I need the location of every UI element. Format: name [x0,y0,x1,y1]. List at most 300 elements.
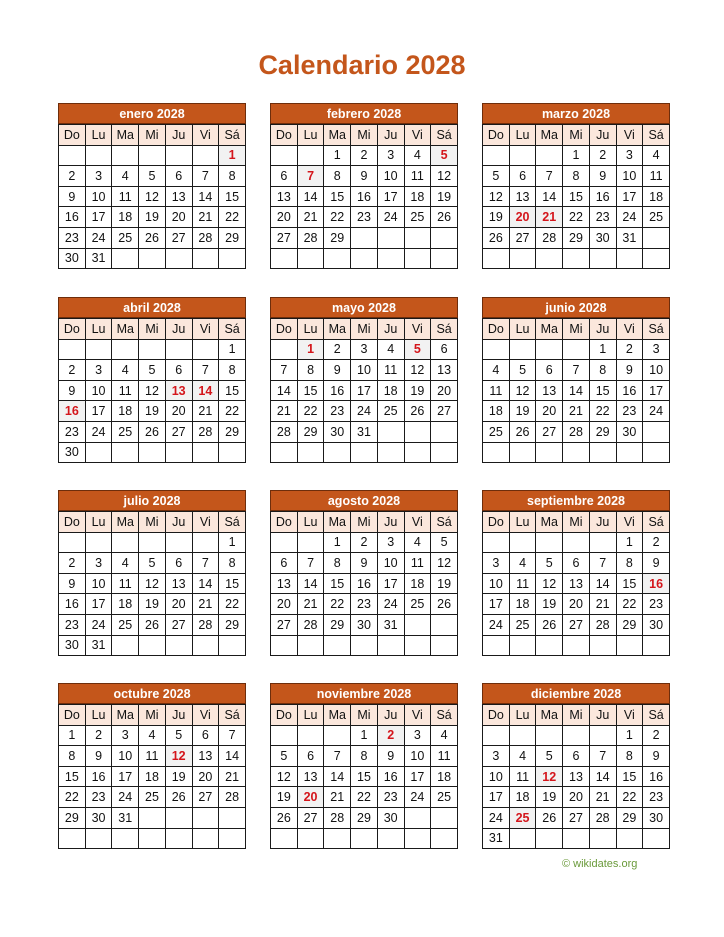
week-row [483,725,670,746]
day-cell: 3 [643,339,670,360]
week-row [271,227,458,248]
week-row [59,828,246,849]
day-cell: 27 [536,421,563,442]
day-cell: 18 [139,766,166,787]
day-cell: 5 [536,746,563,767]
empty-cell [404,807,431,828]
empty-cell [219,635,246,656]
day-cell: 10 [404,746,431,767]
week-row [483,145,670,166]
empty-cell [589,532,616,553]
day-cell: 25 [509,614,536,635]
holiday-cell: 12 [165,746,192,767]
week-row [483,248,670,269]
weekday-label: Vi [192,705,219,726]
day-cell: 14 [219,746,246,767]
day-cell: 18 [404,186,431,207]
empty-cell [563,339,590,360]
weekday-label: Ju [377,512,404,533]
month-title: junio 2028 [482,297,670,318]
day-cell: 16 [85,766,112,787]
empty-cell [165,635,192,656]
week-row [271,553,458,574]
page-title: Calendario 2028 [258,50,466,80]
day-cell: 11 [483,380,510,401]
empty-cell [377,442,404,463]
day-cell: 13 [431,360,458,381]
day-cell: 18 [509,787,536,808]
day-cell: 26 [483,227,510,248]
day-cell: 1 [219,339,246,360]
weekday-header-row [59,512,246,533]
empty-cell [165,248,192,269]
day-cell: 7 [192,360,219,381]
day-cell: 7 [271,360,298,381]
day-cell: 30 [643,614,670,635]
day-cell: 11 [431,746,458,767]
empty-cell [643,421,670,442]
day-cell: 16 [643,766,670,787]
empty-cell [112,145,139,166]
empty-cell [431,442,458,463]
week-row [59,614,246,635]
empty-cell [271,248,298,269]
weekday-label: Ma [324,125,351,146]
weekday-label: Mi [351,705,378,726]
day-cell: 4 [112,360,139,381]
day-cell: 30 [324,421,351,442]
day-cell: 31 [85,248,112,269]
week-row [271,145,458,166]
weekday-label: Sá [431,319,458,340]
day-cell: 21 [192,401,219,422]
month-calendar [482,103,670,269]
day-cell: 9 [59,186,86,207]
day-cell: 2 [59,360,86,381]
day-cell: 7 [192,166,219,187]
day-cell: 11 [404,166,431,187]
day-cell: 25 [404,594,431,615]
weekday-label: Mi [563,125,590,146]
week-row [59,339,246,360]
day-cell: 4 [112,166,139,187]
day-cell: 10 [616,166,643,187]
week-row [59,166,246,187]
week-row [271,635,458,656]
day-cell: 1 [59,725,86,746]
day-cell: 13 [165,573,192,594]
holiday-cell: 20 [509,207,536,228]
day-cell: 29 [297,421,324,442]
day-cell: 22 [324,594,351,615]
day-cell: 23 [589,207,616,228]
day-cell: 2 [59,553,86,574]
day-cell: 19 [404,380,431,401]
day-cell: 13 [536,380,563,401]
holiday-cell: 1 [219,145,246,166]
day-cell: 20 [165,594,192,615]
week-row [483,828,670,849]
empty-cell [351,442,378,463]
empty-cell [59,532,86,553]
day-cell: 29 [219,227,246,248]
day-cell: 22 [219,207,246,228]
day-cell: 8 [563,166,590,187]
week-row [483,186,670,207]
day-cell: 31 [112,807,139,828]
day-cell: 13 [297,766,324,787]
day-cell: 7 [536,166,563,187]
holiday-cell: 1 [297,339,324,360]
weekday-label: Lu [297,125,324,146]
weekday-label: Ma [536,125,563,146]
weekday-header-row [483,512,670,533]
empty-cell [643,828,670,849]
weekday-label: Mi [563,705,590,726]
weekday-label: Mi [139,512,166,533]
day-cell: 6 [509,166,536,187]
day-cell: 16 [351,573,378,594]
day-cell: 27 [165,421,192,442]
day-cell: 2 [85,725,112,746]
empty-cell [112,635,139,656]
day-cell: 8 [297,360,324,381]
weekday-label: Mi [139,705,166,726]
day-cell: 20 [165,207,192,228]
day-cell: 1 [351,725,378,746]
week-row [483,401,670,422]
month-title: septiembre 2028 [482,490,670,511]
day-cell: 12 [139,573,166,594]
month-title: abril 2028 [58,297,246,318]
month-title: noviembre 2028 [270,683,458,704]
weekday-label: Ju [377,705,404,726]
day-cell: 10 [643,360,670,381]
day-cell: 3 [404,725,431,746]
day-cell: 19 [271,787,298,808]
empty-cell [139,635,166,656]
month-table [482,511,670,656]
day-cell: 29 [219,614,246,635]
empty-cell [59,145,86,166]
empty-cell [165,807,192,828]
empty-cell [616,442,643,463]
day-cell: 17 [85,594,112,615]
empty-cell [165,145,192,166]
day-cell: 7 [324,746,351,767]
day-cell: 16 [59,207,86,228]
day-cell: 6 [431,339,458,360]
week-row [483,421,670,442]
day-cell: 15 [219,380,246,401]
empty-cell [165,442,192,463]
day-cell: 5 [536,553,563,574]
day-cell: 6 [536,360,563,381]
weekday-label: Do [483,319,510,340]
day-cell: 6 [297,746,324,767]
week-row [59,227,246,248]
day-cell: 6 [563,746,590,767]
day-cell: 4 [377,339,404,360]
week-row [483,766,670,787]
day-cell: 12 [431,553,458,574]
month-table [58,511,246,656]
week-row [271,207,458,228]
day-cell: 17 [483,787,510,808]
week-row [271,339,458,360]
day-cell: 16 [589,186,616,207]
day-cell: 21 [324,787,351,808]
day-cell: 27 [563,614,590,635]
month-table [270,318,458,463]
day-cell: 20 [271,594,298,615]
weekday-label: Sá [431,705,458,726]
day-cell: 17 [351,380,378,401]
day-cell: 28 [271,421,298,442]
day-cell: 21 [589,594,616,615]
day-cell: 7 [297,553,324,574]
holiday-cell: 12 [536,766,563,787]
day-cell: 28 [192,614,219,635]
day-cell: 30 [377,807,404,828]
weekday-label: Ma [324,512,351,533]
day-cell: 13 [271,573,298,594]
day-cell: 22 [219,594,246,615]
weekday-label: Sá [643,125,670,146]
week-row [271,787,458,808]
weekday-label: Vi [192,512,219,533]
day-cell: 24 [377,594,404,615]
day-cell: 4 [509,553,536,574]
week-row [59,532,246,553]
day-cell: 23 [377,787,404,808]
week-row [59,207,246,228]
day-cell: 8 [616,746,643,767]
day-cell: 18 [112,207,139,228]
day-cell: 9 [85,746,112,767]
weekday-label: Do [271,512,298,533]
week-row [59,360,246,381]
day-cell: 23 [643,787,670,808]
month-title: julio 2028 [58,490,246,511]
weekday-label: Sá [219,512,246,533]
week-row [483,746,670,767]
day-cell: 1 [589,339,616,360]
holiday-cell: 16 [59,401,86,422]
day-cell: 14 [536,186,563,207]
week-row [59,807,246,828]
empty-cell [324,725,351,746]
weekday-label: Ju [377,319,404,340]
day-cell: 10 [85,186,112,207]
weekday-label: Do [59,705,86,726]
day-cell: 30 [85,807,112,828]
day-cell: 9 [643,746,670,767]
day-cell: 29 [59,807,86,828]
week-row [483,380,670,401]
day-cell: 2 [616,339,643,360]
day-cell: 20 [431,380,458,401]
day-cell: 2 [351,145,378,166]
day-cell: 6 [563,553,590,574]
day-cell: 2 [351,532,378,553]
empty-cell [139,339,166,360]
empty-cell [85,442,112,463]
weekday-header-row [483,125,670,146]
day-cell: 23 [616,401,643,422]
month-table [482,318,670,463]
empty-cell [563,635,590,656]
empty-cell [536,339,563,360]
day-cell: 22 [616,594,643,615]
empty-cell [483,635,510,656]
day-cell: 9 [351,553,378,574]
empty-cell [509,442,536,463]
weekday-label: Do [483,512,510,533]
empty-cell [139,532,166,553]
empty-cell [509,248,536,269]
holiday-cell: 16 [643,573,670,594]
weekday-header-row [483,319,670,340]
empty-cell [271,442,298,463]
empty-cell [509,635,536,656]
day-cell: 12 [431,166,458,187]
day-cell: 4 [483,360,510,381]
month-table [270,704,458,849]
day-cell: 29 [351,807,378,828]
day-cell: 11 [404,553,431,574]
month-calendar [482,297,670,463]
day-cell: 19 [431,573,458,594]
empty-cell [219,828,246,849]
day-cell: 17 [377,186,404,207]
empty-cell [616,828,643,849]
day-cell: 23 [351,207,378,228]
empty-cell [297,725,324,746]
day-cell: 12 [483,186,510,207]
day-cell: 16 [324,380,351,401]
week-row [483,227,670,248]
day-cell: 2 [643,532,670,553]
weekday-label: Ma [536,319,563,340]
day-cell: 17 [377,573,404,594]
day-cell: 13 [271,186,298,207]
empty-cell [589,248,616,269]
day-cell: 30 [59,442,86,463]
weekday-label: Mi [351,125,378,146]
empty-cell [112,339,139,360]
day-cell: 19 [139,401,166,422]
day-cell: 12 [404,360,431,381]
day-cell: 23 [59,227,86,248]
day-cell: 20 [563,594,590,615]
day-cell: 18 [377,380,404,401]
day-cell: 18 [483,401,510,422]
empty-cell [536,248,563,269]
day-cell: 5 [139,166,166,187]
day-cell: 19 [431,186,458,207]
day-cell: 29 [324,614,351,635]
day-cell: 17 [616,186,643,207]
day-cell: 16 [616,380,643,401]
empty-cell [139,442,166,463]
day-cell: 3 [483,746,510,767]
day-cell: 26 [431,207,458,228]
month-table [58,124,246,269]
empty-cell [589,442,616,463]
day-cell: 19 [139,594,166,615]
month-table [482,124,670,269]
week-row [483,360,670,381]
month-calendar [270,683,458,849]
day-cell: 23 [59,421,86,442]
month-title: agosto 2028 [270,490,458,511]
day-cell: 21 [271,401,298,422]
empty-cell [404,614,431,635]
day-cell: 26 [431,594,458,615]
holiday-cell: 7 [297,166,324,187]
day-cell: 8 [219,360,246,381]
day-cell: 2 [589,145,616,166]
day-cell: 15 [219,186,246,207]
day-cell: 4 [112,553,139,574]
day-cell: 23 [59,614,86,635]
day-cell: 13 [165,186,192,207]
holiday-cell: 14 [192,380,219,401]
day-cell: 18 [509,594,536,615]
weekday-header-row [271,125,458,146]
weekday-label: Sá [643,705,670,726]
day-cell: 11 [112,573,139,594]
weekday-label: Sá [643,512,670,533]
day-cell: 12 [139,380,166,401]
day-cell: 19 [165,766,192,787]
week-row [483,553,670,574]
day-cell: 18 [431,766,458,787]
day-cell: 7 [563,360,590,381]
day-cell: 2 [324,339,351,360]
empty-cell [112,828,139,849]
month-calendar [58,683,246,849]
day-cell: 15 [297,380,324,401]
week-row [59,766,246,787]
day-cell: 6 [165,553,192,574]
weekday-label: Mi [563,319,590,340]
week-row [483,614,670,635]
day-cell: 17 [643,380,670,401]
week-row [271,401,458,422]
day-cell: 10 [112,746,139,767]
week-row [271,360,458,381]
empty-cell [483,145,510,166]
weekday-label: Ju [589,125,616,146]
day-cell: 27 [509,227,536,248]
weekday-label: Sá [431,512,458,533]
week-row [59,787,246,808]
day-cell: 14 [324,766,351,787]
week-row [483,532,670,553]
day-cell: 25 [112,227,139,248]
weekday-label: Do [59,512,86,533]
week-row [483,207,670,228]
day-cell: 19 [536,594,563,615]
day-cell: 24 [377,207,404,228]
week-row [271,166,458,187]
week-row [59,594,246,615]
empty-cell [536,725,563,746]
empty-cell [139,828,166,849]
weekday-label: Ma [112,125,139,146]
